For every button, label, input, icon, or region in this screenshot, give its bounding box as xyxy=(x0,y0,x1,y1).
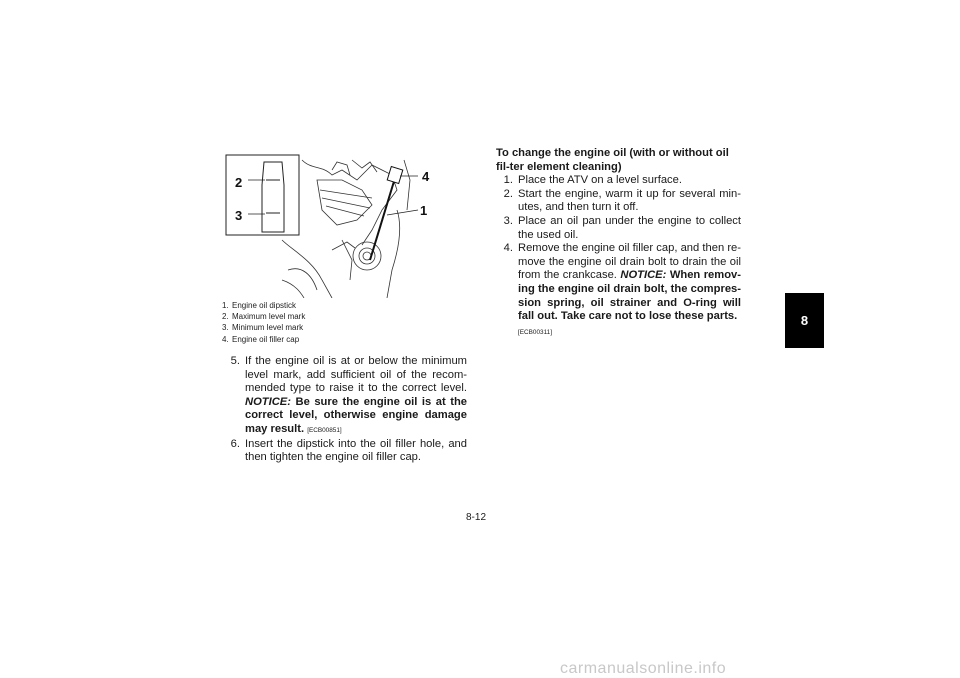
step-5: 5. If the engine oil is at or below the minimum level mark, add sufficient oil of the recom-mended type to raise it to the correct level. NOTICE: Be sure the engine oil is at the correct level, otherwise engine damage may result. [ECB00851] xyxy=(230,355,467,435)
callout-3: 3 xyxy=(235,208,243,223)
reference-code: [ECB00311] xyxy=(518,328,552,336)
callout-2: 2 xyxy=(235,175,243,190)
page-number: 8-12 xyxy=(466,512,487,523)
section-heading: To change the engine oil (with or without oil fil-ter element cleaning) xyxy=(496,147,729,173)
caption-item: 3. Minimum level mark xyxy=(222,323,304,333)
chapter-tab: 8 xyxy=(785,293,824,348)
step-2: 2. Start the engine, warm it up for several min-utes, and then turn it off. xyxy=(503,187,741,214)
reference-code: [ECB00851] xyxy=(307,426,342,434)
callout-1: 1 xyxy=(420,203,428,218)
step-3: 3. Place an oil pan under the engine to collect the used oil. xyxy=(503,214,741,241)
caption-item: 2. Maximum level mark xyxy=(222,312,306,322)
engine-illustration xyxy=(222,150,464,298)
notice-text: Be sure the engine oil is at the correct level, otherwise engine damage may result. xyxy=(245,395,467,435)
caption-item: 1. Engine oil dipstick xyxy=(222,301,297,310)
notice-text: When remov-ing the engine oil drain bolt, the compres-sion spring, oil strainer and O-ring will fall out. Take care not to lose these parts. xyxy=(518,269,742,323)
notice-label: NOTICE: xyxy=(620,269,667,282)
left-column xyxy=(222,355,467,465)
engine-oil-figure xyxy=(222,150,464,298)
notice-label: NOTICE: xyxy=(245,395,291,408)
watermark: carmanualsonline.info xyxy=(560,660,727,677)
figure-captions xyxy=(222,300,305,345)
step-4: 4. Remove the engine oil filler cap, and then re-move the engine oil drain bolt to drain the oil from the crankcase. NOTICE: When remov-ing the engine oil drain bolt, the compres-sion spring, oil strainer and O-ring will fall out. Take care not to lose these parts. xyxy=(503,242,742,323)
right-column xyxy=(496,147,741,339)
step-6: 6. Insert the dipstick into the oil filler hole, and then tighten the engine oil filler cap. xyxy=(230,437,467,464)
dipstick-inset-blade xyxy=(262,162,284,232)
step-1: 1. Place the ATV on a level surface. xyxy=(503,174,682,187)
callout-4: 4 xyxy=(422,169,430,184)
caption-item: 4. Engine oil filler cap xyxy=(222,334,300,344)
